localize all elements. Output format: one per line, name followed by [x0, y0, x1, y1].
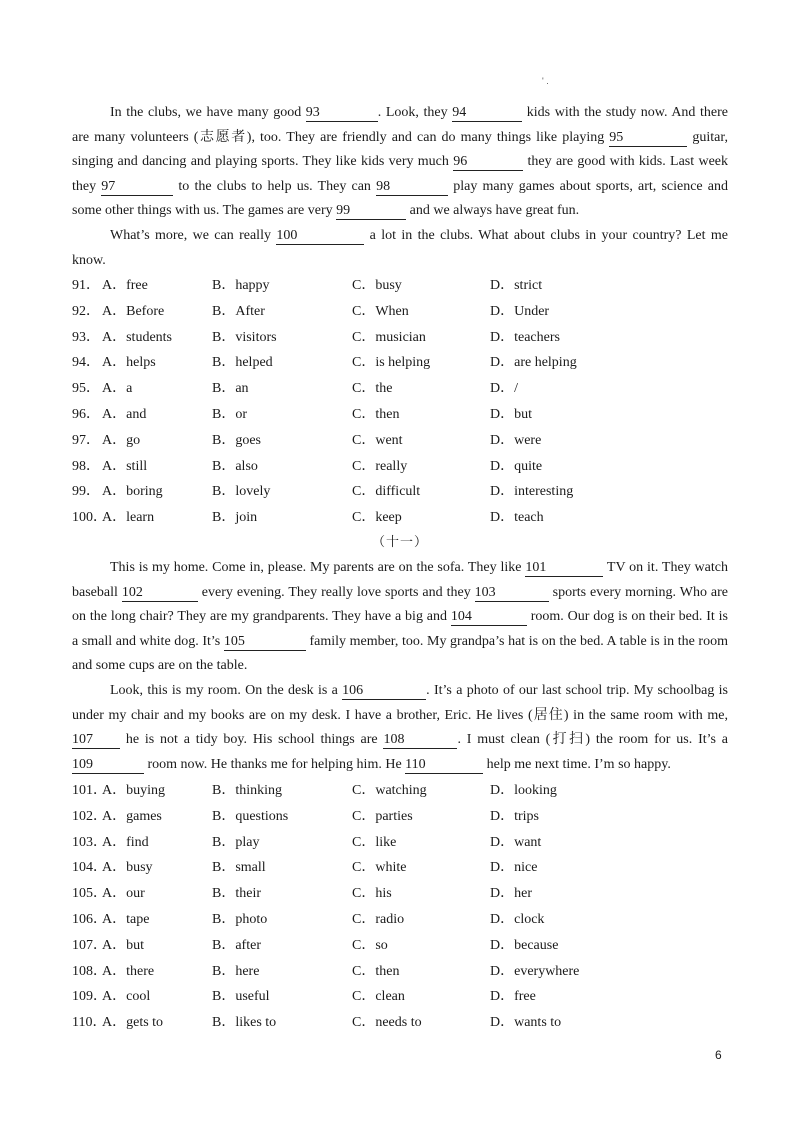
answer-blank-97[interactable]: 97	[101, 179, 173, 196]
option-c[interactable]: C．difficult	[352, 484, 421, 500]
passage-a-paragraph-1	[72, 101, 728, 224]
option-b[interactable]: B．after	[212, 937, 261, 953]
answer-blank-94[interactable]: 94	[452, 105, 522, 122]
option-c[interactable]: C．the	[352, 381, 393, 397]
option-a[interactable]: A．but	[102, 937, 144, 953]
question-options-b	[72, 778, 728, 1036]
question-number: 92．	[72, 303, 100, 319]
option-b[interactable]: B．useful	[212, 989, 270, 1005]
option-d[interactable]: D．nice	[490, 860, 538, 876]
option-b[interactable]: B．thinking	[212, 783, 283, 798]
question-number: 106．	[72, 911, 107, 927]
option-d[interactable]: D．teach	[490, 510, 544, 526]
option-c[interactable]: C．white	[352, 860, 407, 876]
option-a[interactable]: A．find	[102, 834, 149, 850]
option-c[interactable]: C．musician	[352, 329, 426, 345]
paragraph-text: and we always have great fun.	[406, 203, 580, 219]
option-a[interactable]: A．there	[102, 963, 155, 979]
option-d[interactable]: D．Under	[490, 303, 550, 319]
option-a[interactable]: A．our	[102, 886, 145, 902]
option-c[interactable]: C．busy	[352, 278, 402, 293]
option-c[interactable]: C．then	[352, 406, 400, 422]
option-d[interactable]: D．strict	[490, 278, 543, 293]
answer-blank-93[interactable]: 93	[306, 105, 378, 122]
paragraph-text: Look, this is my room. On the desk is a	[110, 682, 343, 698]
option-d[interactable]: D．wants to	[490, 1015, 562, 1031]
option-c[interactable]: C．parties	[352, 808, 413, 824]
question-number: 99．	[72, 484, 100, 500]
question-row	[72, 804, 728, 830]
scan-marks: ' .	[542, 76, 549, 86]
answer-blank-96[interactable]: 96	[453, 154, 523, 171]
option-b[interactable]: B．an	[212, 381, 249, 397]
option-c[interactable]: C．watching	[352, 783, 427, 798]
option-a[interactable]: A．and	[102, 406, 147, 422]
option-b[interactable]: B．play	[212, 834, 260, 850]
option-b[interactable]: B．here	[212, 963, 260, 979]
question-number: 95．	[72, 381, 100, 397]
paragraph-text: he is not a tidy boy. His school things are	[120, 732, 384, 748]
question-row	[72, 959, 728, 985]
option-c[interactable]: C．his	[352, 886, 392, 902]
question-row	[72, 454, 728, 480]
option-a[interactable]: A．cool	[102, 989, 151, 1005]
question-number: 94．	[72, 355, 100, 371]
option-d[interactable]: D．free	[490, 989, 536, 1005]
option-d[interactable]: D．trips	[490, 808, 539, 824]
question-number: 93．	[72, 329, 100, 345]
question-row	[72, 855, 728, 881]
paragraph-text: . I must clean (打扫) the room for us. It’s a	[457, 732, 728, 748]
passage-b	[72, 556, 728, 777]
answer-blank-107[interactable]: 107	[72, 732, 120, 749]
paragraph-text: a lot in the clubs. What about clubs in your country? Let me know.	[72, 227, 728, 268]
question-row	[72, 299, 728, 325]
question-row	[72, 933, 728, 959]
question-number: 107．	[72, 937, 107, 953]
paragraph-text: help me next time. I’m so happy.	[483, 756, 671, 772]
question-row	[72, 479, 728, 505]
answer-blank-100[interactable]: 100	[276, 228, 364, 245]
paragraph-text: to the clubs to help us. They can	[173, 178, 377, 194]
question-number: 110．	[72, 1015, 107, 1031]
question-number: 105．	[72, 886, 107, 902]
option-d[interactable]: D．teachers	[490, 329, 560, 345]
answer-blank-108[interactable]: 108	[383, 732, 457, 749]
paragraph-text: family member, too. My grandpa’s hat is on the bed. A table is in the room and some cups are on the table.	[72, 633, 728, 674]
option-a[interactable]: A．busy	[102, 860, 153, 876]
option-d[interactable]: D．but	[490, 406, 532, 422]
option-c[interactable]: C．so	[352, 937, 388, 953]
answer-blank-98[interactable]: 98	[376, 179, 448, 196]
option-a[interactable]: A．Before	[102, 303, 165, 319]
answer-blank-95[interactable]: 95	[609, 130, 687, 147]
option-d[interactable]: D．clock	[490, 911, 545, 927]
question-row	[72, 376, 728, 402]
question-number: 100．	[72, 510, 107, 526]
option-d[interactable]: D．are helping	[490, 355, 577, 371]
option-d[interactable]: D．interesting	[490, 484, 574, 500]
option-a[interactable]: A．helps	[102, 355, 156, 371]
option-c[interactable]: C．like	[352, 834, 397, 850]
question-row	[72, 325, 728, 351]
paragraph-text: This is my home. Come in, please. My parents are on the sofa. They like	[110, 560, 526, 575]
question-row	[72, 778, 728, 804]
option-c[interactable]: C．went	[352, 432, 403, 448]
option-c[interactable]: C．clean	[352, 989, 405, 1005]
option-b[interactable]: B．visitors	[212, 329, 277, 345]
question-row	[72, 1010, 728, 1036]
option-c[interactable]: C．keep	[352, 510, 402, 526]
answer-blank-110[interactable]: 110	[405, 757, 483, 774]
paragraph-text: they are good with kids. Last week they	[72, 154, 728, 194]
option-a[interactable]: A．learn	[102, 510, 155, 526]
question-row	[72, 428, 728, 454]
question-row	[72, 402, 728, 428]
paragraph-text: In the clubs, we have many good	[110, 105, 306, 120]
answer-blank-103[interactable]: 103	[475, 585, 549, 602]
option-d[interactable]: D．were	[490, 432, 542, 448]
option-b[interactable]: B．happy	[212, 278, 270, 293]
option-d[interactable]: D．/	[490, 381, 518, 397]
answer-blank-102[interactable]: 102	[122, 585, 198, 602]
option-a[interactable]: A．free	[102, 278, 148, 293]
answer-blank-101[interactable]: 101	[525, 560, 603, 577]
paragraph-text: What’s more, we can really	[110, 227, 277, 243]
answer-blank-104[interactable]: 104	[451, 609, 527, 626]
option-a[interactable]: A．gets to	[102, 1015, 164, 1031]
question-number: 91．	[72, 278, 100, 293]
question-number: 97．	[72, 432, 100, 448]
option-c[interactable]: C．needs to	[352, 1015, 422, 1031]
option-b[interactable]: B．questions	[212, 808, 289, 824]
option-c[interactable]: C．then	[352, 963, 400, 979]
paragraph-text: sports every morning. Who are on the long chair? They are my grandparents. They have a big and	[72, 584, 728, 625]
option-b[interactable]: B．helped	[212, 355, 273, 371]
question-number: 109．	[72, 989, 107, 1005]
paragraph-text: . It’s a photo of our last school trip. My schoolbag is under my chair and my books are on my desk. I have a brother, Eric. He lives (居住) in the same room with me,	[72, 682, 728, 723]
question-number: 104．	[72, 860, 107, 876]
option-b[interactable]: B．After	[212, 303, 265, 319]
question-number: 102．	[72, 808, 107, 824]
question-number: 96．	[72, 406, 100, 422]
question-row	[72, 273, 728, 299]
option-c[interactable]: C．When	[352, 303, 409, 319]
answer-blank-105[interactable]: 105	[224, 634, 306, 651]
question-row	[72, 350, 728, 376]
option-a[interactable]: A．buying	[102, 783, 165, 798]
option-b[interactable]: B．likes to	[212, 1015, 277, 1031]
passage-b-paragraph-1	[72, 556, 728, 679]
paragraph-text: room. Our dog is on their bed. It is a small and white dog. It’s	[72, 609, 728, 649]
option-a[interactable]: A．a	[102, 381, 133, 397]
option-b[interactable]: B．photo	[212, 911, 268, 927]
option-d[interactable]: D．everywhere	[490, 963, 580, 979]
page-number: 6	[715, 1048, 722, 1062]
paragraph-text: room now. He thanks me for helping him. He	[144, 756, 406, 772]
option-b[interactable]: B．or	[212, 406, 247, 422]
option-d[interactable]: D．because	[490, 937, 559, 953]
question-row	[72, 505, 728, 531]
question-row	[72, 907, 728, 933]
question-options-a	[72, 273, 728, 531]
question-row	[72, 830, 728, 856]
answer-blank-109[interactable]: 109	[72, 757, 144, 774]
option-d[interactable]: D．looking	[490, 783, 557, 798]
paragraph-text: TV on it. They watch baseball	[72, 560, 728, 600]
option-a[interactable]: A．still	[102, 458, 148, 474]
question-row	[72, 984, 728, 1010]
answer-blank-99[interactable]: 99	[336, 203, 406, 220]
option-a[interactable]: A．tape	[102, 911, 150, 927]
question-number: 98．	[72, 458, 100, 474]
option-a[interactable]: A．games	[102, 808, 162, 824]
option-d[interactable]: D．her	[490, 886, 532, 902]
section-title: （十一）	[371, 535, 428, 550]
paragraph-text: kids with the study now. And there are many volunteers (志愿者), too. They are friendly and can do many things like playing	[72, 105, 728, 145]
option-a[interactable]: A．boring	[102, 484, 163, 500]
option-b[interactable]: B．join	[212, 510, 258, 526]
paragraph-text: play many games about sports, art, science and some other things with us. The games are very	[72, 178, 728, 219]
option-b[interactable]: B．goes	[212, 432, 261, 448]
option-b[interactable]: B．small	[212, 860, 266, 876]
question-number: 108．	[72, 963, 107, 979]
option-b[interactable]: B．lovely	[212, 484, 271, 500]
paragraph-text: . Look, they	[377, 105, 453, 120]
question-number: 103．	[72, 834, 107, 850]
option-c[interactable]: C．is helping	[352, 355, 431, 371]
passage-b-paragraph-2	[72, 679, 728, 777]
question-number: 101．	[72, 783, 107, 798]
option-a[interactable]: A．go	[102, 432, 141, 448]
paragraph-text: every evening. They really love sports and they	[197, 584, 475, 600]
option-d[interactable]: D．quite	[490, 458, 543, 474]
paragraph-text: guitar, singing and dancing and playing sports. They like kids very much	[72, 129, 728, 170]
option-a[interactable]: A．students	[102, 329, 172, 345]
option-d[interactable]: D．want	[490, 834, 542, 850]
option-c[interactable]: C．radio	[352, 911, 405, 927]
passage-a-paragraph-2	[72, 224, 728, 273]
question-row	[72, 881, 728, 907]
option-b[interactable]: B．their	[212, 886, 261, 902]
passage-a	[72, 101, 728, 273]
answer-blank-106[interactable]: 106	[342, 683, 426, 700]
option-b[interactable]: B．also	[212, 458, 258, 474]
option-c[interactable]: C．really	[352, 458, 408, 474]
